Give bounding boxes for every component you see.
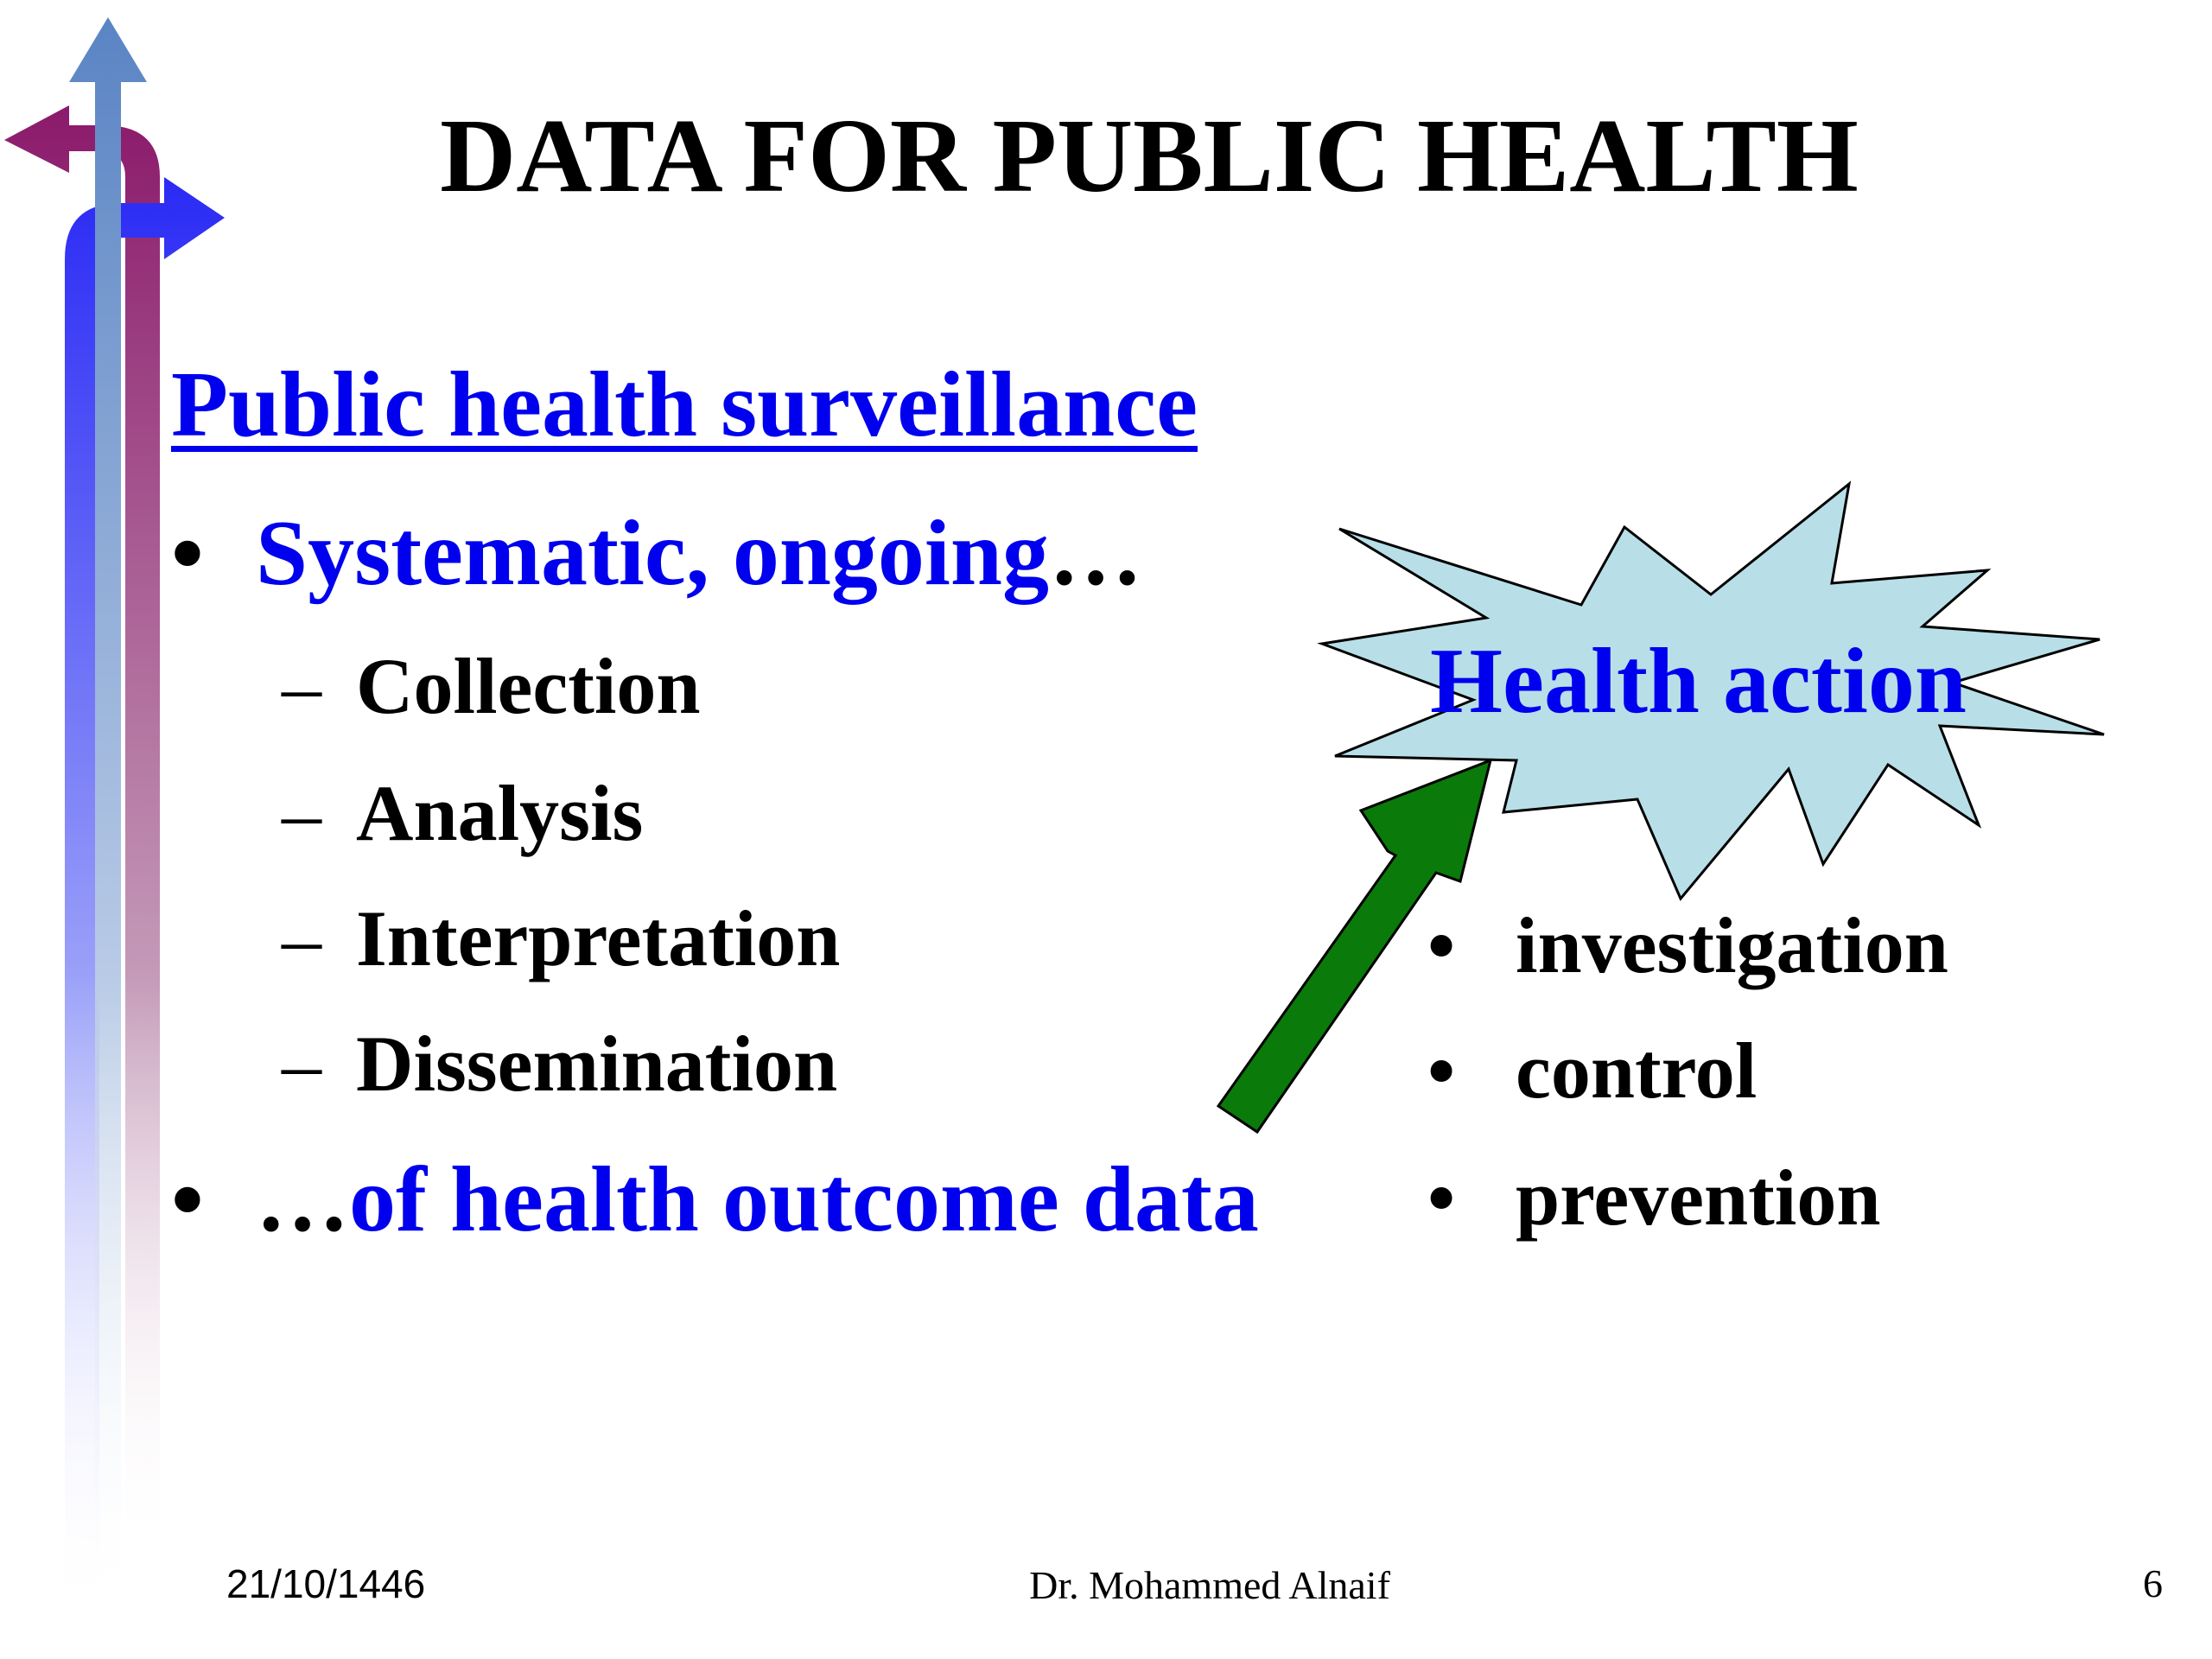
- burst-label: Health action: [1430, 630, 1967, 733]
- decorative-arrows-icon: [0, 0, 259, 1659]
- bullet-marker: •: [171, 1148, 204, 1251]
- action-item-control: [1427, 1027, 1758, 1115]
- sub-item-label: Collection: [356, 642, 701, 730]
- sub-item-label: Interpretation: [356, 894, 841, 982]
- bullet-marker: •: [171, 502, 204, 605]
- action-item-prevention: [1427, 1154, 1881, 1242]
- dash-marker: –: [282, 642, 321, 730]
- page-number: 6: [2143, 1561, 2163, 1605]
- action-item-label: control: [1516, 1027, 1758, 1115]
- dash-marker: –: [282, 1020, 321, 1108]
- sub-item-interpretation: [282, 894, 841, 982]
- bullet-outcome-data: [171, 1148, 1259, 1251]
- sub-item-analysis: [282, 769, 644, 857]
- bullet-systematic-text: Systematic, ongoing: [256, 502, 1049, 605]
- sub-item-label: Dissemination: [356, 1020, 838, 1108]
- bullet-systematic: [171, 502, 1142, 605]
- action-item-label: investigation: [1516, 901, 1948, 989]
- bullet-ellipsis: …: [256, 1148, 349, 1251]
- footer-date: 21/10/1446: [226, 1561, 426, 1606]
- dash-marker: –: [282, 769, 321, 857]
- action-item-label: prevention: [1516, 1154, 1881, 1242]
- section-heading: Public health surveillance: [171, 353, 1198, 456]
- dash-marker: –: [282, 894, 321, 982]
- footer-author: Dr. Mohammed Alnaif: [1029, 1563, 1390, 1607]
- action-item-investigation: [1427, 901, 1948, 989]
- bullet-ellipsis: …: [1049, 502, 1142, 605]
- slide-title: DATA FOR PUBLIC HEALTH: [440, 98, 1859, 214]
- sub-item-collection: [282, 642, 701, 730]
- bullet-marker: •: [1427, 1154, 1456, 1242]
- bullet-marker: •: [1427, 901, 1456, 989]
- bullet-outcome-text: of health outcome data: [349, 1148, 1259, 1251]
- bullet-marker: •: [1427, 1027, 1456, 1115]
- sub-item-label: Analysis: [356, 769, 644, 857]
- sub-item-dissemination: [282, 1020, 838, 1108]
